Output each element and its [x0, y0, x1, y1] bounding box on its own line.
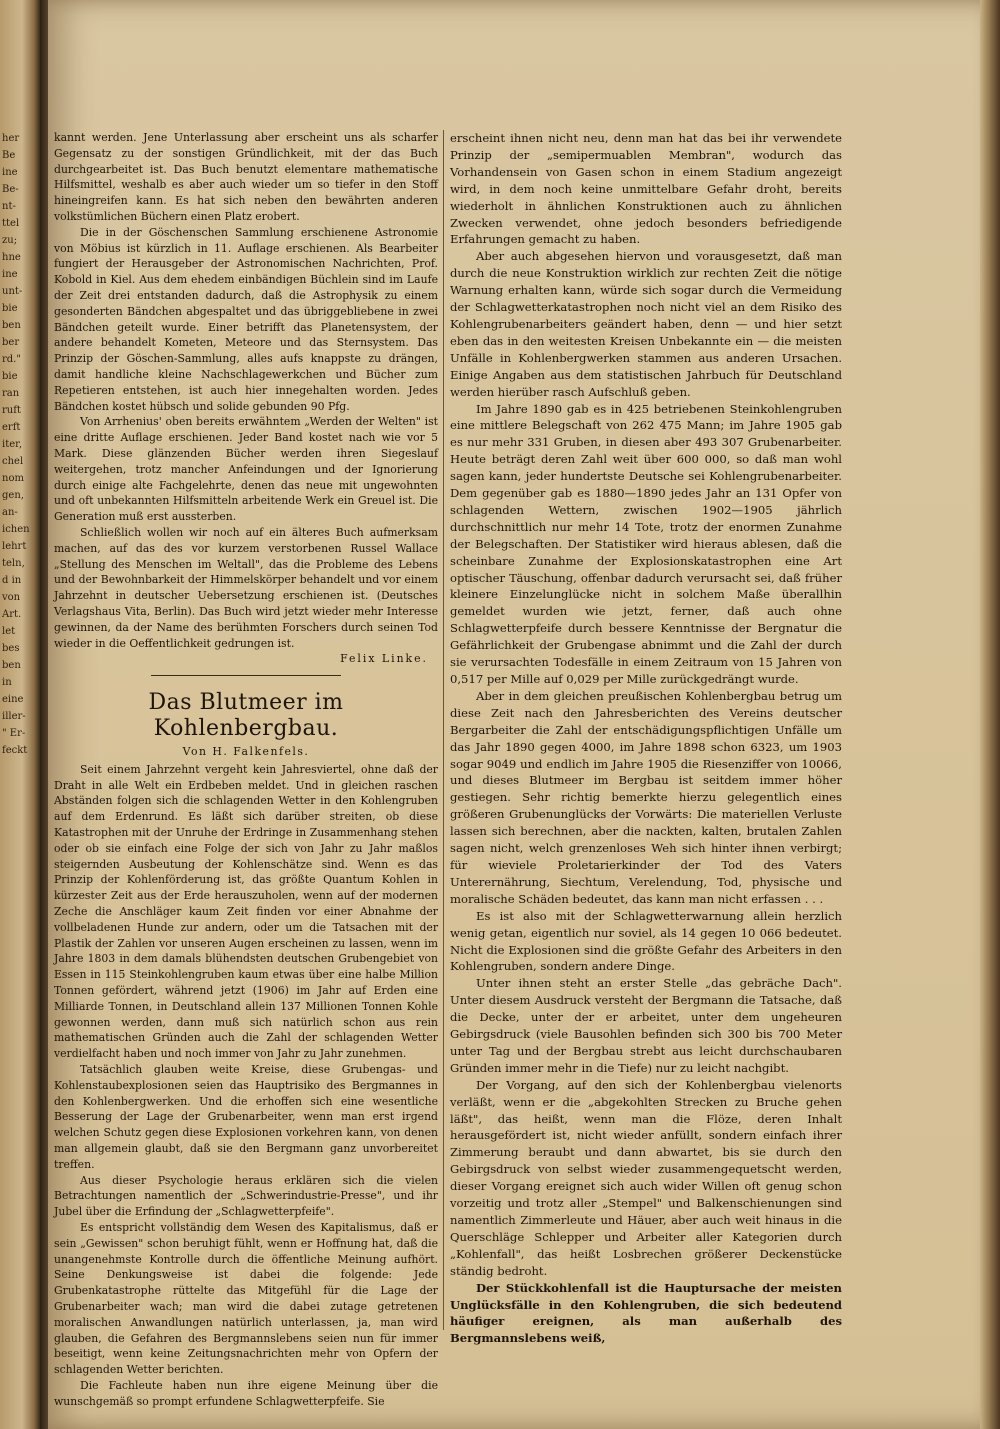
right-paragraph-bold: Der Stückkohlenfall ist die Hauptursache der meisten Unglücksfälle in den Kohlengruben, die sich bedeutend häufiger ereignen, als man außerhalb des Bergmannslebens weiß,: [450, 1280, 842, 1346]
right-column: [450, 130, 842, 1347]
column-divider: [443, 130, 444, 1330]
left-column: [54, 130, 438, 1410]
right-paragraph-5: Es ist also mit der Schlagwetterwarnung allein herzlich wenig getan, eigentlich nur soviel, als 14 gegen 10 066 bedeutet. Nicht die Explosionen sind die größte Gefahr des Arbeiters in den Kohlengruben, sondern andere Dinge.: [450, 908, 842, 974]
right-paragraph-1: erscheint ihnen nicht neu, denn man hat das bei ihr verwendete Prinzip der „semipermuablen Membran", wodurch das Vorhandensein von Gasen schon in einem Stadium angezeigt wird, in dem noch keine unmittelbare Gefahr droht, bereits wiederholt in ähnlichen Konstruktionen auch zu ähnlichen Zwecken verwendet, ohne jedoch besonders befriedigende Erfahrungen gemacht zu haben.: [450, 131, 842, 247]
article-paragraph-5: Die Fachleute haben nun ihre eigene Meinung über die wunschgemäß so prompt erfundene Schlagwetterpfeife. Sie: [54, 1378, 438, 1408]
left-page-edge: [0, 0, 40, 1429]
left-page-text-fragments: her Be ine Be- nt- ttel zu; hne ine unt- bie ben ber rd." bie ran ruft erft iter, chel nom gen, an- ichen lehrt teln, d in von Art. let bes ben in eine iller- " Er- feckt: [2, 133, 30, 756]
article-byline: Von H. Falkenfels.: [182, 745, 310, 759]
section-rule: [151, 675, 341, 676]
article-paragraph-3: Aus dieser Psychologie heraus erklären sich die vielen Betrachtungen namentlich der „Schwerindustrie-Presse", und ihr Jubel über die Erfindung der „Schlagwetterpfeife".: [54, 1173, 438, 1219]
author-signature: Felix Linke.: [340, 652, 428, 666]
article-paragraph-1: Seit einem Jahrzehnt vergeht kein Jahresviertel, ohne daß der Draht in alle Welt ein Erdbeben meldet. Und in gleichen raschen Abständen folgen sich die schlagenden Wetter in den Kohlengruben auf dem Erdenrund. Es läßt sich darüber streiten, ob diese Katastrophen mit der Unruhe der Erdringe in Zusammenhang stehen oder ob sie einfach eine Folge der sich von Jahr zu Jahr maßlos steigernden Ausbeutung der Kohlenschätze sind. Wenn es das Prinzip der Kohlenförderung ist, das größte Quantum Kohlen in kürzester Zeit aus der Erde herauszuholen, wenn auf der modernen Zeche die Anschläger kaum Zeit finden vor einer Abnahme der vollbeladenen Hunde zur andern, oder um die Tatsachen mit der Plastik der Zahlen vor unseren Augen erscheinen zu lassen, wenn im Jahre 1803 in dem damals blühendsten deutschen Grubengebiet von Essen in 115 Steinkohlengruben kaum etwas über eine halbe Million Tonnen gefördert, während jetzt (1906) im Jahr auf Erden eine Milliarde Tonnen, in Deutschland allein 137 Millionen Tonnen Kohle gewonnen werden, dann muß sich natürlich schon aus rein mathematischen Gründen auch die Zahl der schlagenden Wetter verdielfacht haben und noch immer von Jahr zu Jahr zunehmen.: [54, 762, 438, 1061]
review-paragraph-4: Schließlich wollen wir noch auf ein älteres Buch aufmerksam machen, auf das des vor kurzem verstorbenen Russel Wallace „Stellung des Menschen im Weltall", das die Probleme des Lebens und der Bewohnbarkeit der Himmelskörper behandelt und vor einem Jahrzehnt in deutscher Uebersetzung erschienen ist. (Deutsches Verlagshaus Vita, Berlin). Das Buch wird jetzt wieder mehr Interesse gewinnen, da der Name des berühmten Forschers durch seinen Tod wieder in die Oeffentlichkeit gedrungen ist.: [54, 525, 438, 650]
right-page-edge: [980, 0, 1000, 1429]
article-paragraph-2: Tatsächlich glauben weite Kreise, diese Grubengas- und Kohlenstaubexplosionen seien das Hauptrisiko des Bergmannes in den Kohlenbergwerken. Und die erhoffen sich eine wesentliche Besserung der Lage der Grubenarbeiter, wenn man erst irgend welchen Schutz gegen diese Explosionen vorkehren kann, von denen man allgemein glaubt, daß sie den Bergmann ganz unvorbereitet treffen.: [54, 1063, 438, 1171]
review-paragraph-3: Von Arrhenius' oben bereits erwähntem „Werden der Welten" ist eine dritte Auflage erschienen. Jeder Band kostet nach wie vor 5 Mark. Diese glänzenden Bücher werden ihren Siegeslauf weitergehen, trotz mancher Anfeindungen und der Ignorierung durch einige alte Fachgelehrte, denen das neue mit ungewohnten und oft unbekannten Hilfsmitteln arbeitende Werk ein Greuel ist. Die Generation muß erst aussterben.: [54, 415, 438, 524]
review-paragraph-1: kannt werden. Jene Unterlassung aber erscheint uns als scharfer Gegensatz zu der sonstigen Gründlichkeit, mit der das Buch durchgearbeitet ist. Das Buch benutzt elementare mathematische Hilfsmittel, weshalb es aber auch wieder um so tiefer in den Stoff hineingreifen kann. Es hat sich neben den bewährten anderen volkstümlichen Büchern einen Platz erobert.: [54, 131, 438, 223]
right-paragraph-7: Der Vorgang, auf den sich der Kohlenbergbau vielenorts verläßt, wenn er die „abgekohlten Strecken zu Bruche gehen läßt", das heißt, wenn man die Flöze, deren Inhalt herausgefördert ist, nicht wieder anfüllt, sondern einfach ihrer Zimmerung beraubt und dann abwartet, bis sie durch den Gebirgsdruck von selbst wieder zusammengequetscht werden, dieser Vorgang ereignet sich auch wider Willen oft genug schon vorzeitig und trotz aller „Stempel" und Balkenschienungen sind namentlich Zimmerleute und Häuer, aber auch weit hinaus in die Querschläge Schlepper und Arbeiter aller Kategorien durch „Kohlenfall", das heißt Losbrechen größerer Deckenstücke ständig bedroht.: [450, 1077, 842, 1278]
article-paragraph-4: Es entspricht vollständig dem Wesen des Kapitalismus, daß er sein „Gewissen" schon beruhigt fühlt, wenn er Hoffnung hat, daß die unangenehmste Kontrolle durch die öffentliche Meinung aufhört. Seine Denkungsweise ist dabei die folgende: Jede Grubenkatastrophe rüttelte das Mitgefühl für die Lage der Grubenarbeiter wach; man wird die dabei zutage getretenen moralischen Anwandlungen natürlich unterlassen, ja, man wird glauben, die Gefahren des Bergmannslebens seien nun für immer beseitigt, wenn keine Zeitungsnachrichten mehr von Opfern der schlagenden Wetter berichten.: [54, 1221, 438, 1377]
right-paragraph-4: Aber in dem gleichen preußischen Kohlenbergbau betrug um diese Zeit nach den Jahresberichten des Vereins deutscher Bergarbeiter die Zahl der entschädigungspflichtigen Unfälle um das Jahr 1890 gegen 4000, im Jahre 1898 schon 6323, um 1903 sogar 9049 und endlich im Jahre 1905 die Riesenziffer von 10066, und dieses Blutmeer im Bergbau ist seitdem immer höher gestiegen. Sehr richtig bemerkte hierzu gelegentlich eines größeren Grubenunglücks der Vorwärts: Die materiellen Verluste lassen sich berechnen, aber die nackten, kalten, brutalen Zahlen sagen nicht, welch grenzenloses Weh sich hinter ihnen verbirgt; für wieviele Proletarierkinder der Tod des Vaters Unterernährung, Siechtum, Verelendung, Tod, physische und moralische Schäden bedeutet, das kann man nicht erfassen . . .: [450, 688, 842, 906]
article-title: Das Blutmeer im Kohlenbergbau.: [148, 690, 344, 742]
right-paragraph-6: Unter ihnen steht an erster Stelle „das gebräche Dach". Unter diesem Ausdruck versteht der Bergmann die Tatsache, daß die Decke, unter der er arbeitet, unter dem ungeheuren Gebirgsdruck (viele Bausohlen befinden sich 300 bis 700 Meter unter Tag und der Bergbau strebt aus leicht durchschaubaren Gründen immer mehr in die Tiefe) nur zu leicht nachgibt.: [450, 976, 842, 1075]
newspaper-page: [48, 0, 992, 1429]
review-paragraph-2: Die in der Göschenschen Sammlung erschienene Astronomie von Möbius ist kürzlich in 11. Auflage erschienen. Als Bearbeiter fungiert der Herausgeber der Astronomischen Nachrichten, Prof. Kobold in Kiel. Aus dem ehedem einbändigen Büchlein sind im Laufe der Zeit drei entstanden dadurch, daß die Astrophysik zu einem gesonderten Bändchen abgespaltet und das übriggebliebene in zwei Bändchen geteilt wurde. Einer betrifft das Planetensystem, der andere behandelt Kometen, Meteore und das Sternsystem. Das Prinzip der Göschen-Sammlung, alles aufs knappste zu drängen, damit handliche kleine Nachschlagewerkchen und Bücher zum Repetieren entstehen, ist auch hier innegehalten worden. Jedes Bändchen kostet hübsch und solide gebunden 90 Pfg.: [54, 225, 438, 413]
right-paragraph-2: Aber auch abgesehen hiervon und vorausgesetzt, daß man durch die neue Konstruktion wirklich zur rechten Zeit die nötige Warnung erhalten kann, würde sich sogar durch die Vermeidung der Schlagwetterkatastrophen noch nicht viel an dem Risiko des Kohlengrubenarbeiters geändert haben, denn — und hier setzt eben das in den weitesten Kreisen Unbekannte ein — die meisten Unfälle in Kohlenbergwerken stammen aus anderen Ursachen. Einige Angaben aus dem statistischen Jahrbuch für Deutschland werden hierüber rasch Aufschluß geben.: [450, 249, 842, 399]
right-paragraph-3: Im Jahre 1890 gab es in 425 betriebenen Steinkohlengruben eine mittlere Belegschaft von 262 475 Mann; im Jahre 1905 gab es nur mehr 331 Gruben, in diesen aber 493 307 Grubenarbeiter. Heute beträgt deren Zahl weit über 600 000, so daß man wohl sagen kann, jeder hundertste Deutsche sei Kohlengrubenarbeiter. Dem gegenüber gab es 1880—1890 jedes Jahr an 131 Opfer von schlagenden Wettern, zwischen 1902—1905 jährlich durchschnittlich nur mehr 14 Tote, trotz der enormen Zunahme der Belegschaften. Der Statistiker wird hieraus ablesen, daß die scheinbare Zunahme der Explosionskatastrophen eine Art optischer Täuschung, offenbar dadurch verursacht sei, daß früher kleinere Einzelunglücke nicht in solchem Maße überallhin gemeldet wurden wie jetzt, ferner, daß auch ohne Schlagwetterpfeife durch bessere Kenntnisse der Bergnatur die Gefährlichkeit der Grubengase abnimmt und die Zahl der durch sie verursachten Todesfälle in einem Zeitraum von 15 Jahren von 0,517 per Mille auf 0,029 per Mille zurückgedrängt wurde.: [450, 401, 842, 686]
